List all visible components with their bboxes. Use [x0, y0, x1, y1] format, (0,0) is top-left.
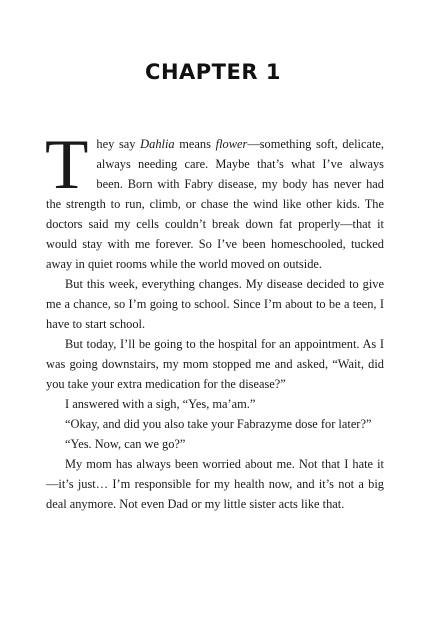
paragraph-1-emphasis-dahlia: Dahlia [140, 137, 175, 151]
paragraph-1-text-c: —something soft, delicate, always needing care. Maybe that’s what I’ve always been. Born with Fabry disease, my body has never had the strength to run, climb, or chase the wind like other kids. The doctors said my cells couldn’t break down fat properly—that it would stay with me forever. So I’ve been homeschooled, tucked away in quiet rooms while the world moved on outside. [46, 137, 385, 271]
chapter-body [45, 126, 385, 514]
paragraph-2: But this week, everything changes. My disease decided to give me a chance, so I’m going to school. Since I’m about to be a teen, I have to start school. [46, 277, 384, 331]
drop-cap: T [45, 126, 89, 204]
paragraph-6: “Yes. Now, can we go?” [65, 437, 186, 451]
paragraph-1-text-b: means [174, 137, 216, 151]
chapter-title: CHAPTER 1 [145, 60, 281, 84]
paragraph-3: But today, I’ll be going to the hospital for an appointment. As I was going downstairs, my mom stopped me and asked, “Wait, did you take your extra medication for the disease?” [46, 337, 384, 391]
paragraph-1 [45, 126, 385, 274]
paragraph-5: “Okay, and did you also take your Fabrazyme dose for later?” [65, 417, 372, 431]
paragraph-1-emphasis-flower: flower [215, 137, 248, 151]
paragraph-4: I answered with a sigh, “Yes, ma’am.” [65, 397, 256, 411]
paragraph-1-text-a: hey say [96, 137, 141, 151]
paragraph-7: My mom has always been worried about me. Not that I hate it—it’s just… I’m responsible for my health now, and it’s not a big deal anymore. Not even Dad or my little sister acts like that. [46, 457, 384, 511]
